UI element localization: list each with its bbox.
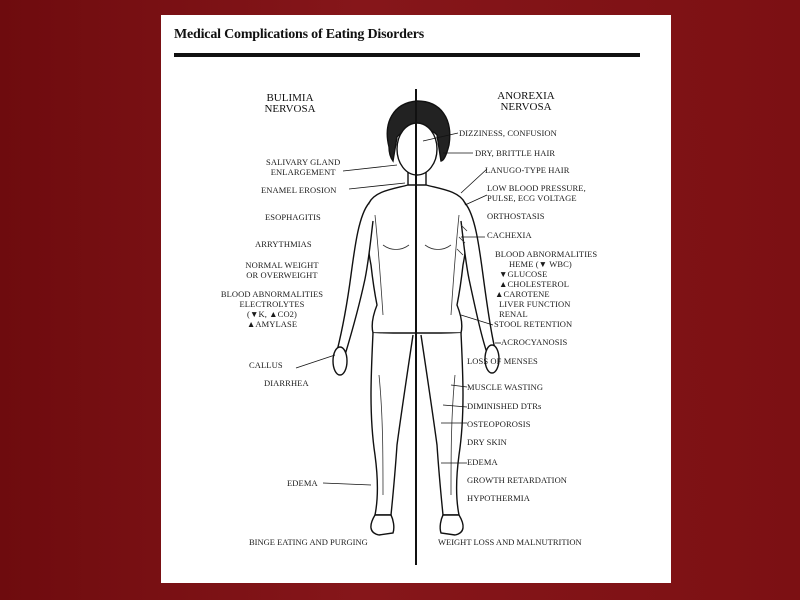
label-dry-hair: DRY, BRITTLE HAIR [475,148,556,158]
label-stool-retention: STOOL RETENTION [494,319,573,329]
footer-bulimia: BINGE EATING AND PURGING [249,537,368,547]
label-acrocyanosis: ACROCYANOSIS [501,337,568,347]
bulimia-heading-line1: BULIMIA [266,92,314,104]
label-blood-abnormalities-anorexia: BLOOD ABNORMALITIES HEME (▼ WBC) ▼GLUCOSE ▲CHOLESTEROL ▲CAROTENE LIVER FUNCTION RENAL [495,249,598,319]
right-leg-shape [421,333,463,515]
label-dry-skin: DRY SKIN [467,437,507,447]
left-leg-shape [371,333,413,515]
label-diminished-dtrs: DIMINISHED DTRs [467,401,542,411]
label-osteoporosis: OSTEOPOROSIS [467,419,531,429]
label-growth-retardation: GROWTH RETARDATION [467,475,568,485]
bulimia-heading-line2: NERVOSA [264,103,316,115]
label-low-blood-pressure: LOW BLOOD PRESSURE, PULSE, ECG VOLTAGE [487,183,586,203]
footer-anorexia: WEIGHT LOSS AND MALNUTRITION [438,537,582,547]
label-dizziness: DIZZINESS, CONFUSION [459,128,557,138]
figure-page [161,15,671,583]
label-callus: CALLUS [249,360,283,370]
label-lanugo-hair: LANUGO-TYPE HAIR [485,165,570,175]
head-shape [397,123,437,175]
figure-title: Medical Complications of Eating Disorders [174,27,425,42]
label-cachexia: CACHEXIA [487,230,532,240]
label-blood-abnormalities-bulimia: BLOOD ABNORMALITIES ELECTROLYTES (▼K, ▲CO2) ▲AMYLASE [220,289,324,329]
label-salivary-gland: SALIVARY GLAND ENLARGEMENT [266,157,341,177]
right-arm-shape [461,203,495,353]
left-foot-shape [371,515,394,535]
right-foot-shape [440,515,463,535]
label-edema-anorexia: EDEMA [467,457,498,467]
label-orthostasis: ORTHOSTASIS [487,211,545,221]
label-muscle-wasting: MUSCLE WASTING [467,382,544,392]
anorexia-heading-line1: ANOREXIA [497,90,555,102]
label-normal-weight: NORMAL WEIGHT OR OVERWEIGHT [245,260,319,280]
label-esophagitis: ESOPHAGITIS [265,212,321,222]
left-arm-shape [337,203,373,355]
label-edema-bulimia: EDEMA [287,478,318,488]
anorexia-heading-line2: NERVOSA [500,101,552,113]
torso-shape [367,185,467,333]
center-divider [415,89,417,565]
left-hand-shape [333,347,347,375]
label-diarrhea: DIARRHEA [264,378,309,388]
label-enamel-erosion: ENAMEL EROSION [261,185,337,195]
label-arrythmias: ARRYTHMIAS [255,239,312,249]
label-loss-of-menses: LOSS OF MENSES [467,356,538,366]
label-hypothermia: HYPOTHERMIA [467,493,530,503]
